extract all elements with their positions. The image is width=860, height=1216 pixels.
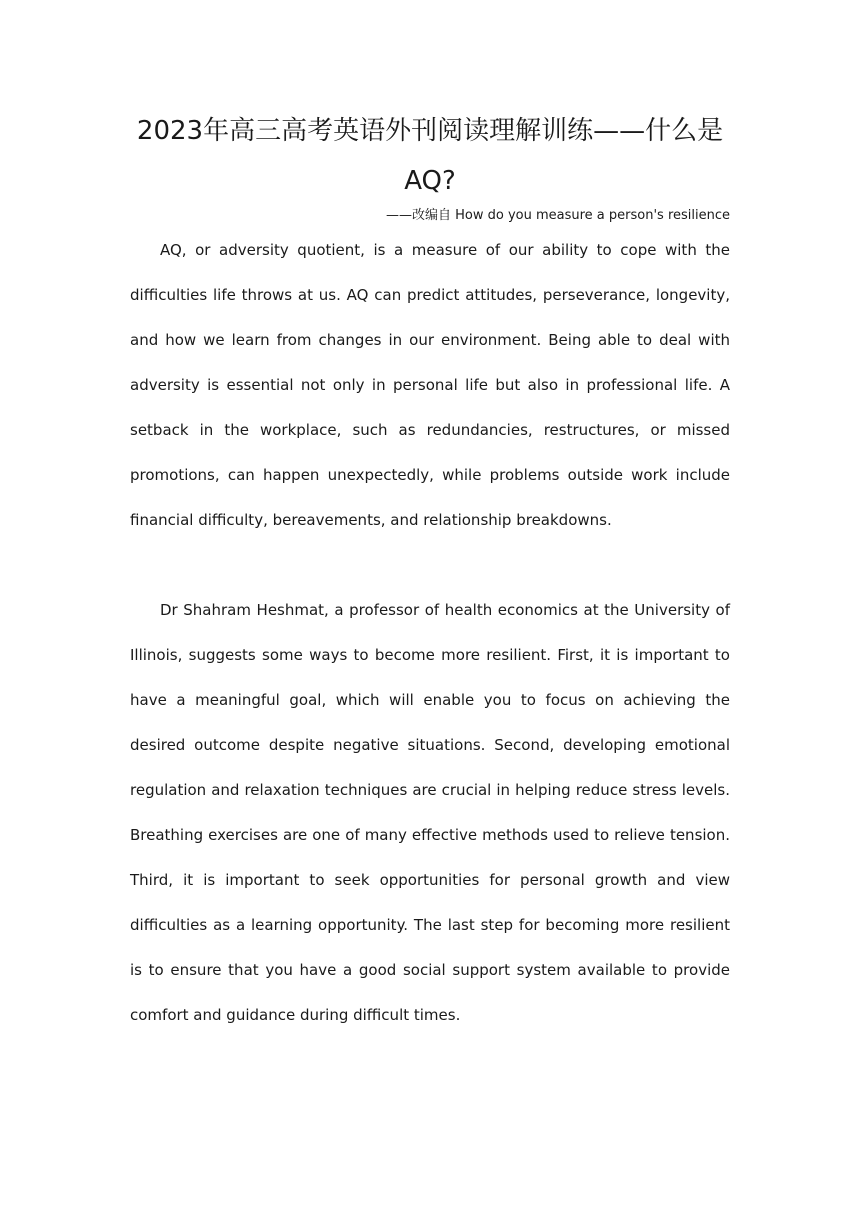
document-page <box>130 106 730 1038</box>
paragraph-2: Dr Shahram Heshmat, a professor of health economics at the University of Illinois, suggests some ways to become more resilient. First, it is important to have a meaningful goal, which will enable you to focus on achieving the desired outcome despite negative situations. Second, developing emotional regulation and relaxation techniques are crucial in helping reduce stress levels. Breathing exercises are one of many effective methods used to relieve tension. Third, it is important to seek opportunities for personal growth and view difficulties as a learning opportunity. The last step for becoming more resilient is to ensure that you have a good social support system available to provide comfort and guidance during difficult times. <box>130 601 730 1024</box>
document-title: 2023年高三高考英语外刊阅读理解训练——什么是AQ? <box>136 116 724 196</box>
source-attribution: ——改编自 How do you measure a person's resilience <box>386 208 730 223</box>
paragraph-1: AQ, or adversity quotient, is a measure of our ability to cope with the difficulties life throws at us. AQ can predict attitudes, perseverance, longevity, and how we learn from changes in our environment. Being able to deal with adversity is essential not only in personal life but also in professional life. A setback in the workplace, such as redundancies, restructures, or missed promotions, can happen unexpectedly, while problems outside work include financial difficulty, bereavements, and relationship breakdowns. <box>130 241 730 529</box>
